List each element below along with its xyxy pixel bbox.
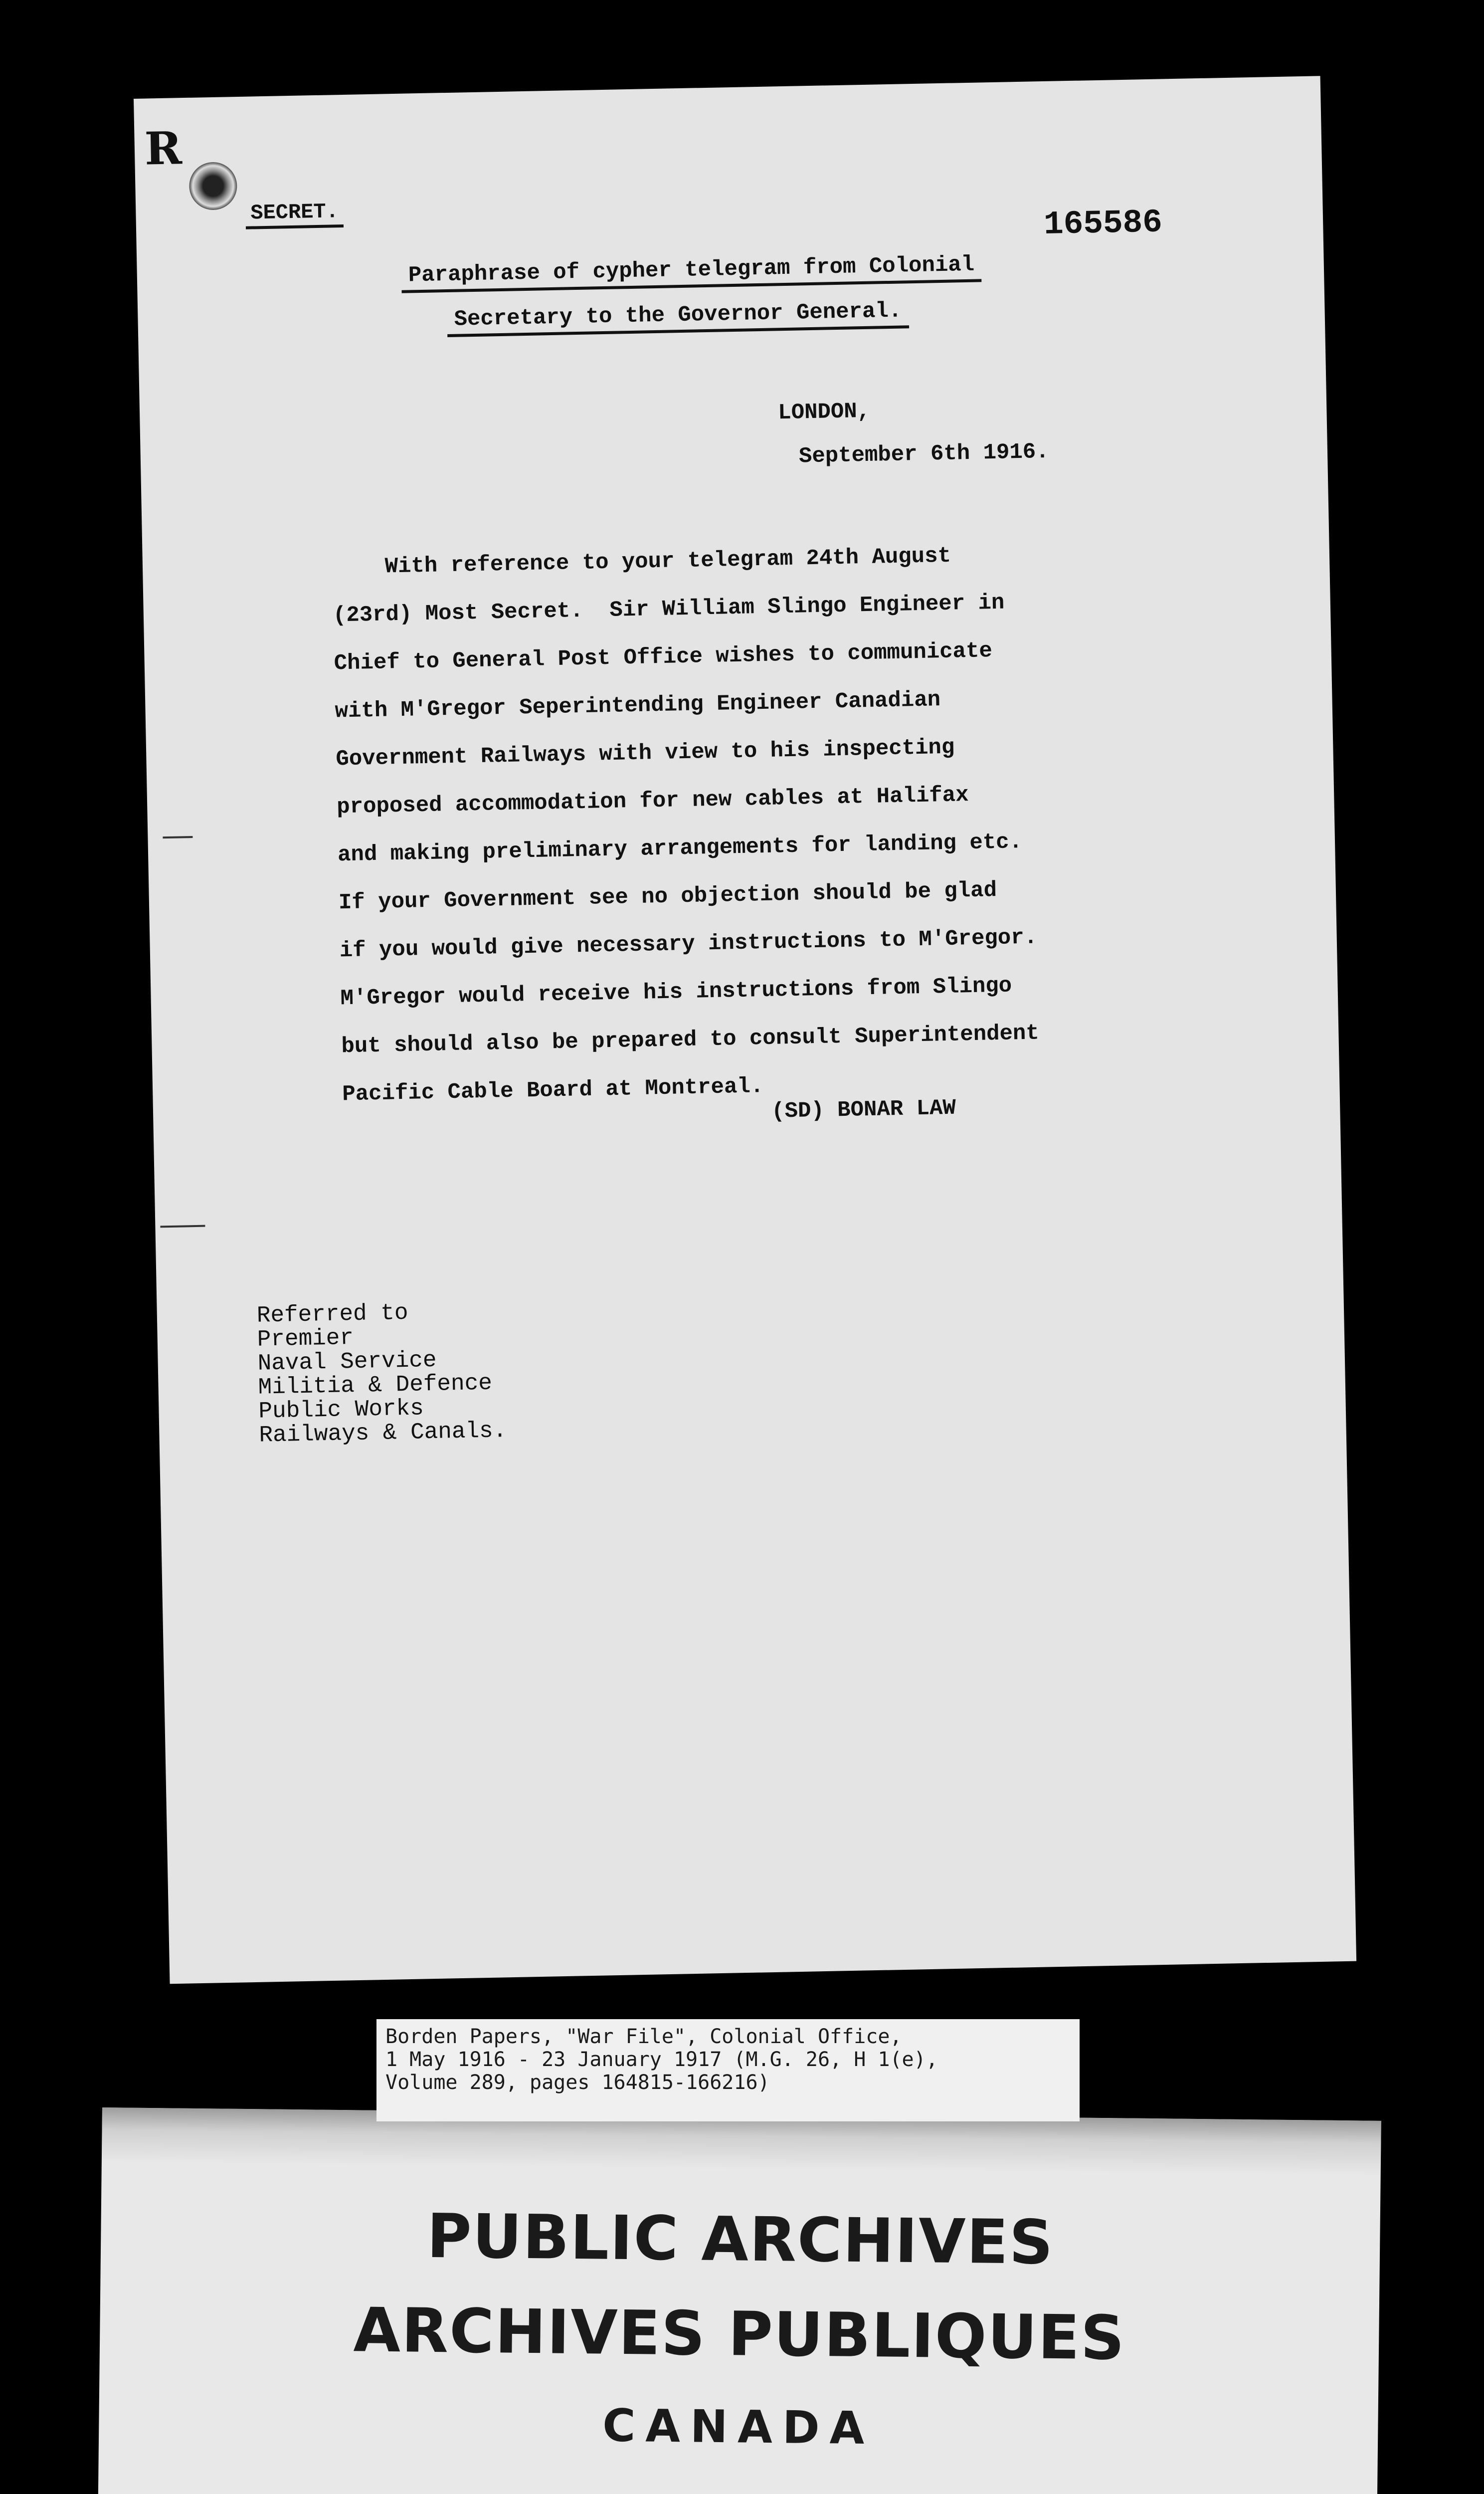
margin-scribble [163,836,192,838]
signature: (SD) BONAR LAW [771,1095,956,1124]
telegram-page [134,76,1356,1984]
referred-line: Premier [257,1324,354,1353]
margin-scribble [160,1225,205,1228]
heading-line-1: Paraphrase of cypher telegram from Colonial [401,252,981,293]
label-line: Borden Papers, "War File", Colonial Office, [385,2025,902,2048]
archive-line-french: ARCHIVES PUBLIQUES [353,2294,1126,2374]
referred-to-list [256,1299,507,1447]
referred-line: Public Works [258,1395,424,1425]
label-line: Volume 289, pages 164815-166216) [385,2071,770,2094]
punch-hole-icon [188,162,237,210]
place-line: LONDON, [777,399,871,426]
referred-line: Railways & Canals. [258,1418,507,1449]
corner-mark: R [144,122,183,176]
archive-line-english: PUBLIC ARCHIVES [426,2200,1055,2278]
reference-label [376,2019,1080,2121]
document-number: 165586 [1043,204,1163,244]
referred-line: Referred to [256,1299,408,1329]
classification-label: SECRET. [245,200,344,229]
label-line: 1 May 1916 - 23 January 1917 (M.G. 26, H 1(e), [385,2048,938,2071]
referred-line: Militia & Defence [258,1370,493,1401]
telegram-body: With reference to your telegram 24th August (23rd) Most Secret. Sir William Slingo Engineer in Chief to General Post Office wishes to communicate with M'Gregor Seperintending Engineer Canadian Government Railways with view to his inspecting proposed accommodation for new cables at Halifax and making preliminary arrangements for landing etc. If your Government see no objection should be glad if you would give necessary instructions to M'Gregor. M'Gregor would receive his instructions from Slingo but should also be prepared to consult Superintendent Pacific Cable Board at Montreal. [332,543,1040,1107]
archive-line-country: CANADA [602,2399,875,2455]
archive-card [98,2107,1381,2494]
date-line: September 6th 1916. [798,439,1050,469]
heading-line-2: Secretary to the Governor General. [447,298,909,337]
referred-line: Naval Service [257,1347,437,1377]
